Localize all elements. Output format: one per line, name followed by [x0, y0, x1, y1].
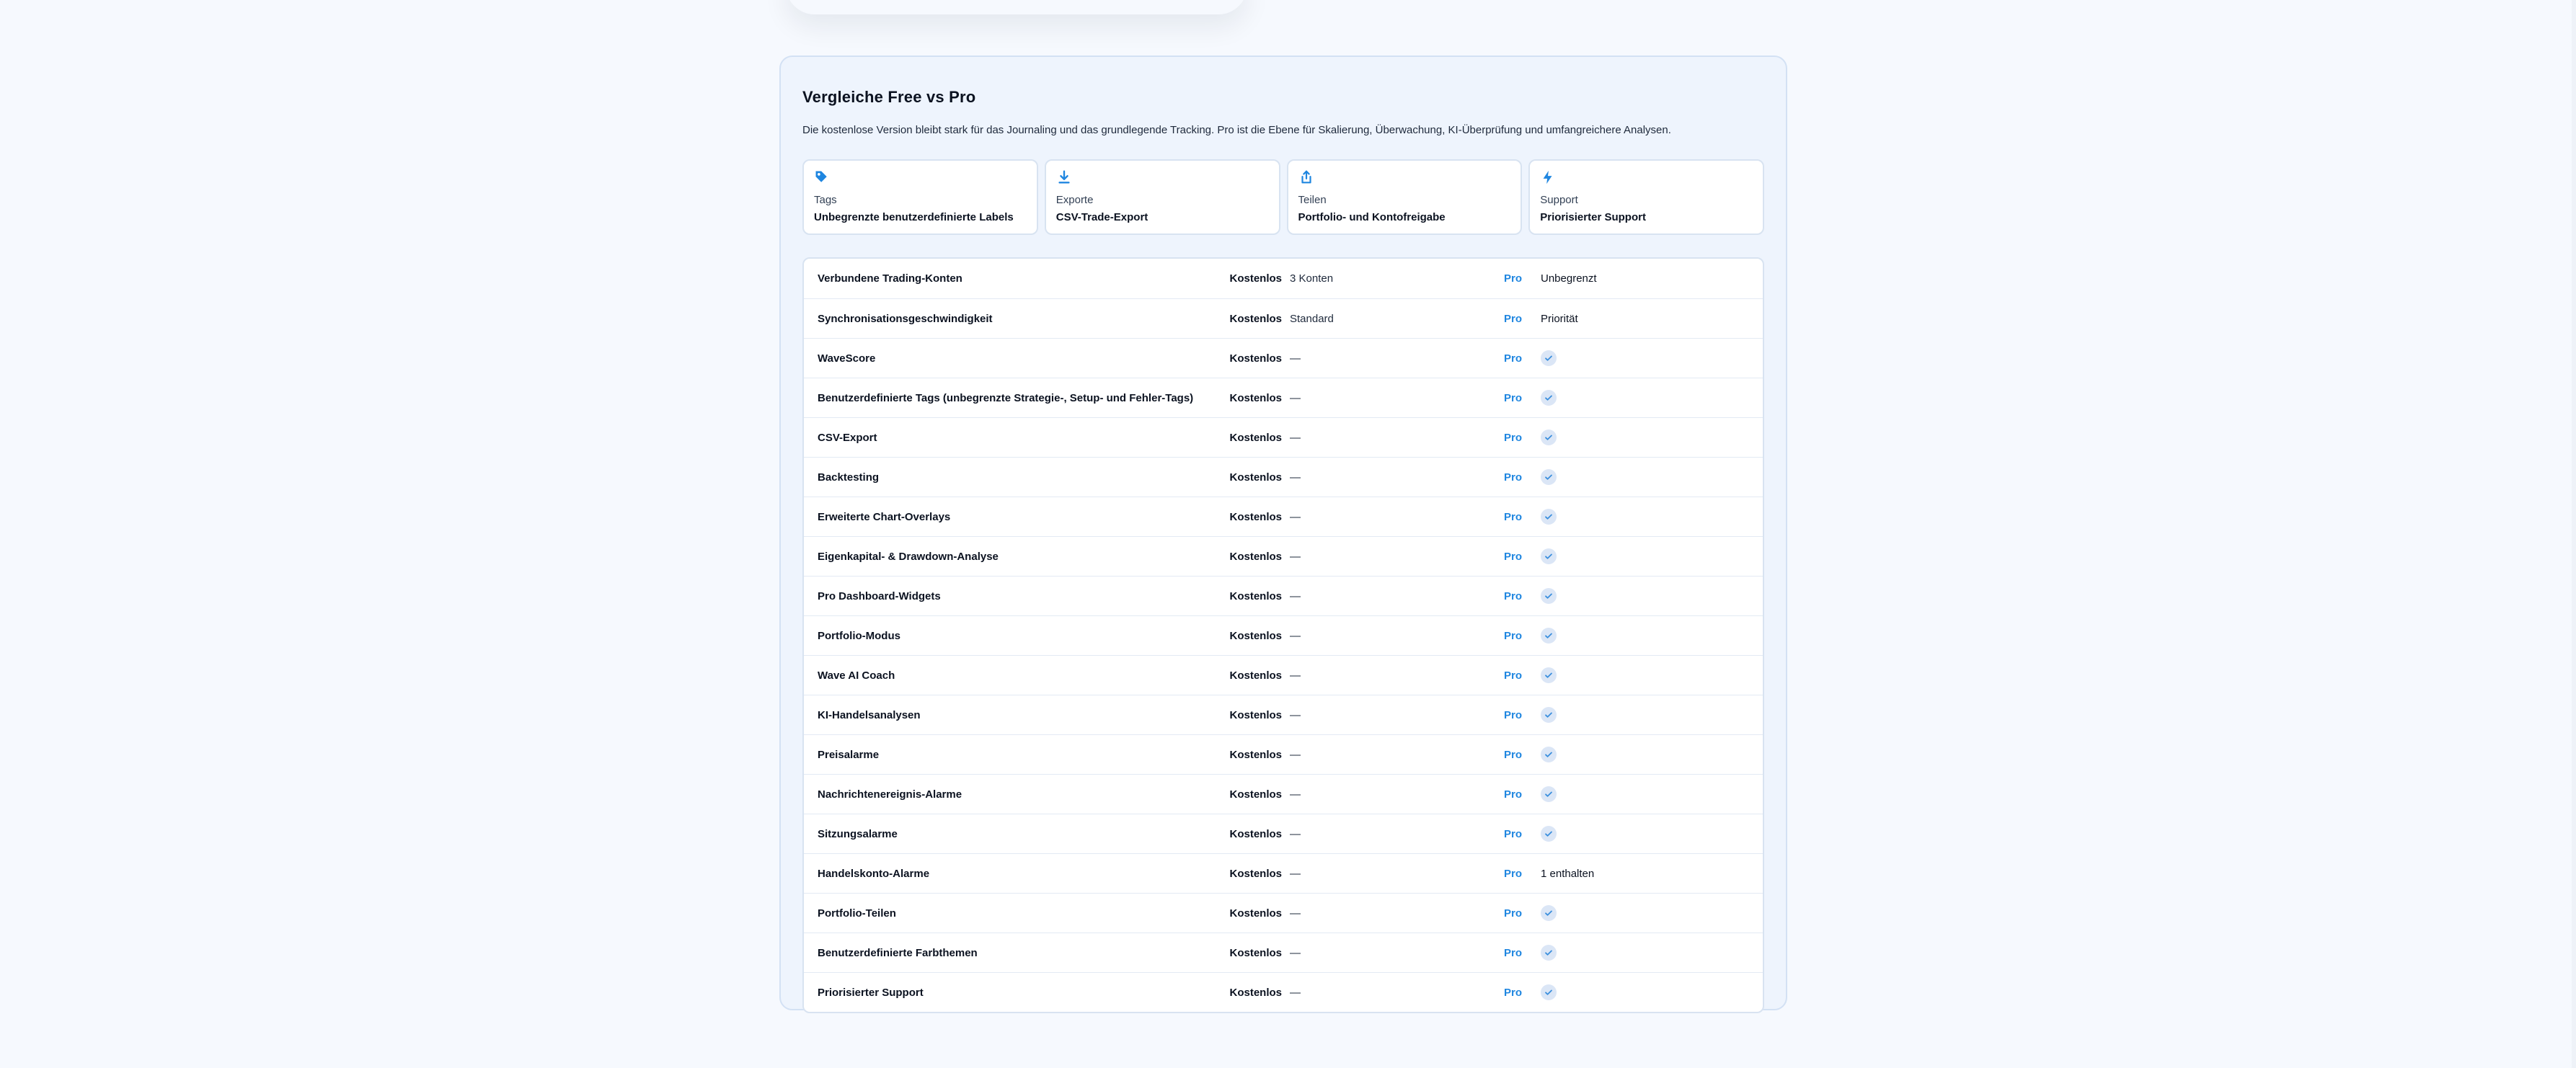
table-row — [804, 774, 1763, 814]
feature-name: Verbundene Trading-Konten — [818, 272, 962, 285]
free-plan-label: Kostenlos — [1229, 431, 1282, 444]
table-row — [804, 536, 1763, 576]
free-plan-value: — — [1290, 907, 1301, 920]
pro-plan-label: Pro — [1503, 748, 1522, 761]
free-plan-label: Kostenlos — [1229, 748, 1282, 761]
pro-plan-included — [1522, 469, 1557, 485]
check-icon — [1541, 509, 1557, 525]
free-plan-value: — — [1290, 629, 1301, 642]
check-icon — [1541, 628, 1557, 644]
free-plan-label: Kostenlos — [1229, 471, 1282, 484]
compare-title: Vergleiche Free vs Pro — [802, 88, 976, 106]
check-icon — [1541, 945, 1557, 961]
table-row — [804, 576, 1763, 615]
free-plan-value: — — [1290, 788, 1301, 801]
check-icon — [1541, 905, 1557, 921]
bolt-icon — [1540, 169, 1556, 185]
free-plan-label: Kostenlos — [1229, 589, 1282, 602]
free-plan-label: Kostenlos — [1229, 669, 1282, 682]
pro-plan-label: Pro — [1503, 391, 1522, 404]
pro-plan-included — [1522, 350, 1557, 366]
highlight-value: Portfolio- und Kontofreigabe — [1298, 211, 1446, 223]
check-icon — [1541, 469, 1557, 485]
pro-plan-label: Pro — [1503, 352, 1522, 365]
free-plan-value: — — [1290, 708, 1301, 721]
feature-name: Handelskonto-Alarme — [818, 867, 930, 880]
feature-name: KI-Handelsanalysen — [818, 708, 921, 721]
feature-name: Sitzungsalarme — [818, 827, 898, 840]
free-plan-label: Kostenlos — [1229, 946, 1282, 959]
free-plan-label: Kostenlos — [1229, 312, 1282, 325]
check-icon — [1541, 430, 1557, 445]
feature-name: Priorisierter Support — [818, 986, 924, 999]
highlight-label: Exporte — [1055, 194, 1094, 206]
check-icon — [1541, 588, 1557, 604]
free-plan-label: Kostenlos — [1229, 352, 1282, 365]
table-row — [804, 814, 1763, 853]
feature-name: Nachrichtenereignis-Alarme — [818, 788, 962, 801]
pro-plan-included — [1522, 628, 1557, 644]
table-row — [804, 497, 1763, 536]
table-row — [804, 417, 1763, 457]
feature-name: Pro Dashboard-Widgets — [818, 589, 941, 602]
pro-plan-included — [1522, 747, 1557, 762]
free-plan-label: Kostenlos — [1229, 510, 1282, 523]
pro-plan-label: Pro — [1503, 788, 1522, 801]
table-row — [804, 457, 1763, 497]
free-plan-label: Kostenlos — [1229, 788, 1282, 801]
feature-name: WaveScore — [818, 352, 876, 365]
highlight-card-exports — [1045, 159, 1280, 235]
table-row — [804, 259, 1763, 298]
pro-plan-label: Pro — [1503, 827, 1522, 840]
free-plan-label: Kostenlos — [1229, 708, 1282, 721]
feature-name: Synchronisationsgeschwindigkeit — [818, 312, 993, 325]
free-plan-label: Kostenlos — [1229, 391, 1282, 404]
table-row — [804, 734, 1763, 774]
free-plan-value: — — [1290, 391, 1301, 404]
highlight-card-support — [1528, 159, 1764, 235]
free-plan-value: — — [1290, 748, 1301, 761]
table-row — [804, 655, 1763, 695]
free-plan-label: Kostenlos — [1229, 827, 1282, 840]
pro-plan-value: Unbegrenzt — [1541, 272, 1597, 285]
pro-plan-included — [1522, 588, 1557, 604]
feature-name: Erweiterte Chart-Overlays — [818, 510, 951, 523]
free-plan-value: — — [1290, 352, 1301, 365]
pro-plan-included — [1522, 707, 1557, 723]
pro-plan-label: Pro — [1503, 986, 1522, 999]
feature-name: Benutzerdefinierte Tags (unbegrenzte Strategie-, Setup- und Fehler-Tags) — [818, 391, 1194, 404]
compare-free-vs-pro-card — [779, 55, 1787, 1010]
pro-plan-label: Pro — [1503, 510, 1522, 523]
table-row — [804, 972, 1763, 1012]
feature-comparison-table — [802, 257, 1764, 1013]
pro-plan-label: Pro — [1503, 272, 1522, 285]
pro-plan-label: Pro — [1503, 907, 1522, 920]
free-plan-value: — — [1290, 431, 1301, 444]
free-plan-label: Kostenlos — [1229, 550, 1282, 563]
free-plan-value: — — [1290, 986, 1301, 999]
feature-name: Benutzerdefinierte Farbthemen — [818, 946, 978, 959]
free-plan-value: — — [1290, 946, 1301, 959]
free-plan-value: — — [1290, 471, 1301, 484]
feature-name: Eigenkapital- & Drawdown-Analyse — [818, 550, 999, 563]
download-icon — [1056, 169, 1072, 185]
pro-plan-included — [1522, 905, 1557, 921]
highlight-card-share — [1287, 159, 1523, 235]
table-row — [804, 298, 1763, 338]
free-plan-value: Standard — [1290, 312, 1334, 325]
free-plan-value: — — [1290, 827, 1301, 840]
free-plan-value: — — [1290, 510, 1301, 523]
check-icon — [1541, 390, 1557, 406]
pro-plan-included — [1522, 945, 1557, 961]
pro-plan-included — [1522, 390, 1557, 406]
pro-plan-label: Pro — [1503, 312, 1522, 325]
pro-plan-included — [1522, 509, 1557, 525]
feature-name: Backtesting — [818, 471, 880, 484]
free-plan-value: — — [1290, 867, 1301, 880]
pro-plan-label: Pro — [1503, 629, 1522, 642]
pro-plan-label: Pro — [1503, 471, 1522, 484]
pro-plan-included — [1522, 984, 1557, 1000]
free-plan-label: Kostenlos — [1229, 986, 1282, 999]
free-plan-value: — — [1290, 550, 1301, 563]
pro-plan-label: Pro — [1503, 431, 1522, 444]
feature-name: Portfolio-Modus — [818, 629, 900, 642]
pro-plan-label: Pro — [1503, 867, 1522, 880]
table-row — [804, 378, 1763, 417]
table-row — [804, 853, 1763, 893]
check-icon — [1541, 667, 1557, 683]
check-icon — [1541, 826, 1557, 842]
table-row — [804, 893, 1763, 933]
free-plan-value: — — [1290, 669, 1301, 682]
feature-name: Wave AI Coach — [818, 669, 895, 682]
check-icon — [1541, 350, 1557, 366]
highlight-value: CSV-Trade-Export — [1055, 211, 1148, 223]
highlight-label: Support — [1540, 194, 1578, 206]
feature-name: Preisalarme — [818, 748, 880, 761]
table-row — [804, 615, 1763, 655]
pro-plan-label: Pro — [1503, 946, 1522, 959]
check-icon — [1541, 548, 1557, 564]
pro-plan-value: Priorität — [1541, 312, 1578, 325]
pro-plan-label: Pro — [1503, 669, 1522, 682]
scrollbar[interactable] — [2572, 0, 2576, 1068]
compare-description: Die kostenlose Version bleibt stark für das Journaling und das grundlegende Tracking. Pro ist die Ebene für Skalierung, Überwachung, KI-Überprüfung und umfangreichere Analysen. — [802, 124, 1671, 136]
check-icon — [1541, 786, 1557, 802]
free-plan-value: — — [1290, 589, 1301, 602]
tag-icon — [814, 169, 830, 185]
share-icon — [1298, 169, 1314, 185]
previous-section-shadow — [786, 0, 1247, 14]
table-row — [804, 933, 1763, 972]
pro-plan-label: Pro — [1503, 708, 1522, 721]
pro-plan-label: Pro — [1503, 589, 1522, 602]
feature-name: CSV-Export — [818, 431, 877, 444]
pro-plan-label: Pro — [1503, 550, 1522, 563]
pro-plan-value: 1 enthalten — [1541, 867, 1595, 880]
pro-plan-included — [1522, 786, 1557, 802]
feature-name: Portfolio-Teilen — [818, 907, 896, 920]
pro-plan-included — [1522, 826, 1557, 842]
free-plan-value: 3 Konten — [1290, 272, 1334, 285]
pro-plan-included — [1522, 430, 1557, 445]
highlight-value: Unbegrenzte benutzerdefinierte Labels — [814, 211, 1014, 223]
pro-plan-included — [1522, 548, 1557, 564]
free-plan-label: Kostenlos — [1229, 907, 1282, 920]
highlight-label: Teilen — [1298, 194, 1327, 206]
free-plan-label: Kostenlos — [1229, 272, 1282, 285]
table-row — [804, 695, 1763, 734]
highlight-cards — [802, 159, 1764, 235]
pro-plan-included — [1522, 667, 1557, 683]
free-plan-label: Kostenlos — [1229, 629, 1282, 642]
check-icon — [1541, 747, 1557, 762]
highlight-value: Priorisierter Support — [1540, 211, 1646, 223]
check-icon — [1541, 984, 1557, 1000]
check-icon — [1541, 707, 1557, 723]
table-row — [804, 338, 1763, 378]
free-plan-label: Kostenlos — [1229, 867, 1282, 880]
highlight-card-tags — [802, 159, 1038, 235]
highlight-label: Tags — [814, 194, 837, 206]
